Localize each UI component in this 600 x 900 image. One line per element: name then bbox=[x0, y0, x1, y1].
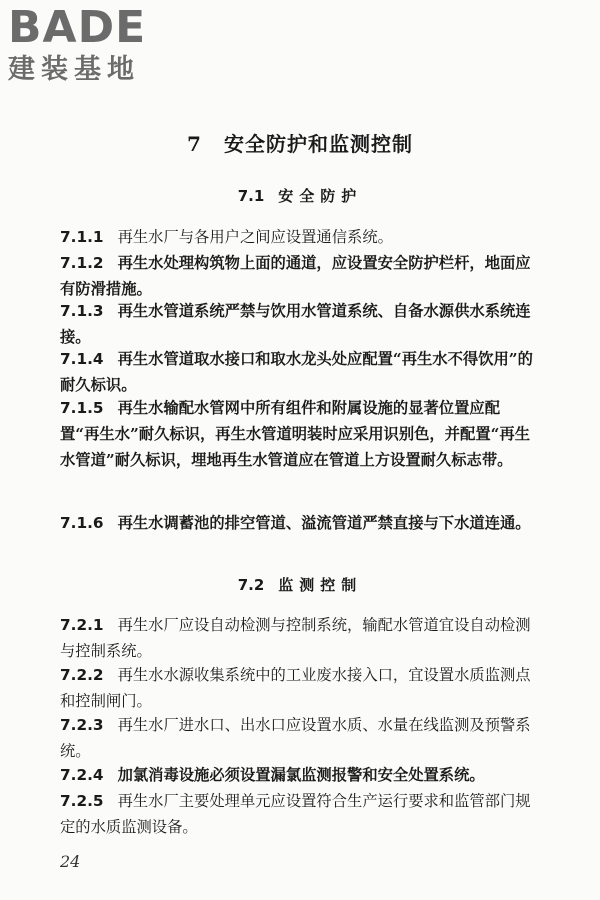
clause-number: 7.1.1 bbox=[60, 228, 104, 246]
clause-number: 7.1.5 bbox=[60, 399, 104, 417]
section-title-text: 安全防护 bbox=[278, 187, 363, 205]
page-number: 24 bbox=[60, 852, 81, 871]
logo-subtitle: 建装基地 bbox=[8, 54, 140, 85]
clause-text: 再生水水源收集系统中的工业废水接入口，宜设置水质监测点和控制闸门。 bbox=[60, 666, 531, 710]
section-title-7-2 bbox=[0, 574, 600, 595]
clause-text: 再生水厂进水口、出水口应设置水质、水量在线监测及预警系统。 bbox=[60, 716, 531, 760]
clause-text: 再生水调蓄池的排空管道、溢流管道严禁直接与下水道连通。 bbox=[117, 514, 531, 532]
clause-text: 加氯消毒设施必须设置漏氯监测报警和安全处置系统。 bbox=[117, 766, 485, 784]
clause-text: 再生水厂主要处理单元应设置符合生产运行要求和监管部门规定的水质监测设备。 bbox=[60, 792, 531, 836]
clause-7-2-1 bbox=[60, 612, 538, 664]
clause-number: 7.1.6 bbox=[60, 514, 104, 532]
section-number: 7.1 bbox=[237, 187, 265, 205]
clause-number: 7.2.3 bbox=[60, 716, 104, 734]
clause-text: 再生水厂与各用户之间应设置通信系统。 bbox=[117, 228, 393, 246]
clause-number: 7.2.5 bbox=[60, 792, 104, 810]
clause-text: 再生水处理构筑物上面的通道，应设置安全防护栏杆，地面应有防滑措施。 bbox=[60, 254, 531, 298]
clause-number: 7.2.4 bbox=[60, 766, 104, 784]
clause-text: 再生水管道系统严禁与饮用水管道系统、自备水源供水系统连接。 bbox=[60, 302, 531, 346]
clause-7-1-4 bbox=[60, 346, 538, 398]
clause-7-2-2 bbox=[60, 662, 538, 714]
section-title-text: 监测控制 bbox=[278, 576, 363, 594]
section-number: 7.2 bbox=[237, 576, 265, 594]
section-title-7-1 bbox=[0, 185, 600, 206]
clause-7-1-3 bbox=[60, 298, 538, 350]
clause-7-2-4 bbox=[60, 762, 538, 788]
clause-number: 7.2.1 bbox=[60, 616, 104, 634]
clause-number: 7.1.3 bbox=[60, 302, 104, 320]
chapter-title-text: 安全防护和监测控制 bbox=[223, 132, 413, 156]
clause-7-2-5 bbox=[60, 788, 538, 840]
clause-number: 7.1.4 bbox=[60, 350, 104, 368]
chapter-number: 7 bbox=[187, 132, 202, 156]
clause-7-1-6 bbox=[60, 510, 538, 536]
chapter-title bbox=[0, 128, 600, 157]
clause-7-1-5 bbox=[60, 395, 538, 473]
clause-7-2-3 bbox=[60, 712, 538, 764]
clause-number: 7.1.2 bbox=[60, 254, 104, 272]
clause-text: 再生水管道取水接口和取水龙头处应配置“再生水不得饮用”的耐久标识。 bbox=[60, 350, 533, 394]
clause-text: 再生水厂应设自动检测与控制系统，输配水管道宜设自动检测与控制系统。 bbox=[60, 616, 531, 660]
clause-7-1-1 bbox=[60, 224, 538, 250]
clause-number: 7.2.2 bbox=[60, 666, 104, 684]
clause-7-1-2 bbox=[60, 250, 538, 302]
clause-text: 再生水输配水管网中所有组件和附属设施的显著位置应配置“再生水”耐久标识，再生水管道明装时应采用识别色，并配置“再生水管道”耐久标识，埋地再生水管道应在管道上方设置耐久标志带。 bbox=[60, 399, 531, 469]
logo-mark: BADE bbox=[8, 2, 147, 53]
logo bbox=[8, 4, 178, 86]
